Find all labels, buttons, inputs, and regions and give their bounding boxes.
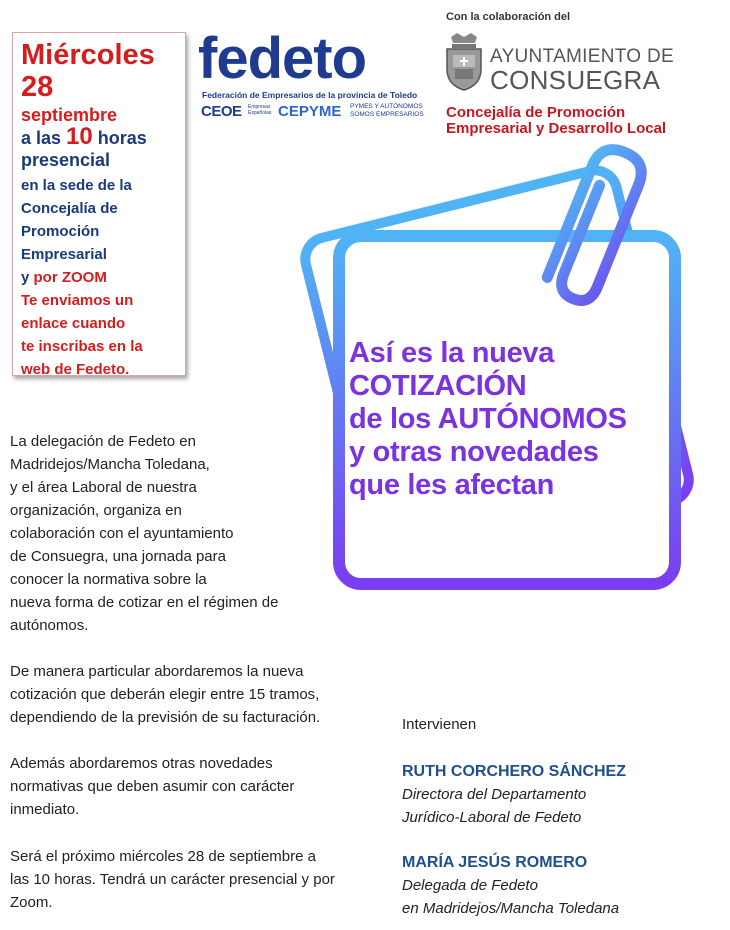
speaker-name: RUTH CORCHERO SÁNCHEZ — [402, 763, 626, 780]
venue-line: Promoción — [21, 223, 100, 240]
fedeto-logo: fedeto — [198, 26, 366, 91]
headline — [349, 337, 627, 502]
body-line: De manera particular abordaremos la nueva — [10, 663, 304, 680]
zoom-line — [21, 269, 107, 286]
date-time — [21, 123, 147, 151]
cepyme-logo: CEPYME — [278, 103, 342, 120]
date-day: Miércoles — [21, 39, 155, 71]
body-line: las 10 horas. Tendrá un carácter presencial y por — [10, 871, 335, 888]
speaker-role: Delegada de Fedeto — [402, 877, 538, 894]
body-line: La delegación de Fedeto en — [10, 433, 196, 450]
headline-line: que les afectan — [349, 469, 555, 501]
body-line: conocer la normativa sobre la — [10, 571, 207, 588]
headline-line: y otras novedades — [349, 436, 599, 468]
coat-of-arms-icon — [443, 33, 485, 91]
body-line: colaboración con el ayuntamiento — [10, 525, 234, 542]
link-line: Te enviamos un — [21, 292, 134, 309]
venue-line: en la sede de la — [21, 177, 132, 194]
ceoe-logo: CEOE — [201, 103, 242, 120]
body-line: Zoom. — [10, 894, 53, 911]
body-line: Será el próximo miércoles 28 de septiembre a — [10, 848, 316, 865]
time-number: 10 — [66, 123, 93, 150]
venue-line: Empresarial — [21, 246, 107, 263]
body-line: autónomos. — [10, 617, 89, 634]
zoom-label: por ZOOM — [33, 269, 107, 286]
body-line: Además abordaremos otras novedades — [10, 755, 273, 772]
body-line: cotización que deberán elegir entre 15 tramos, — [10, 686, 320, 703]
fedeto-subtitle: Federación de Empresarios de la provincia de Toledo — [202, 90, 418, 100]
ceoe-small-text: Empresas Españolas — [248, 104, 272, 116]
headline-line: Así es la nueva — [349, 337, 555, 369]
speakers-label: Intervienen — [402, 716, 477, 733]
body-line: y el área Laboral de nuestra — [10, 479, 197, 496]
pymes-text — [350, 103, 424, 119]
body-line: de Consuegra, una jornada para — [10, 548, 226, 565]
venue-line: Concejalía de — [21, 200, 118, 217]
time-prefix: a las — [21, 128, 67, 148]
speaker-role: Directora del Departamento — [402, 786, 587, 803]
body-line: normativas que deben asumir con carácter — [10, 778, 295, 795]
time-suffix: horas — [92, 128, 147, 148]
link-line: web de Fedeto. — [21, 361, 130, 378]
headline-line: COTIZACIÓN — [349, 370, 527, 402]
concejalia-line1: Concejalía de Promoción — [446, 104, 626, 121]
collaboration-label: Con la colaboración del — [446, 11, 571, 23]
link-line: enlace cuando — [21, 315, 126, 332]
pymes-line: SOMOS EMPRESARIOS — [350, 111, 424, 118]
zoom-and: y — [21, 269, 34, 286]
body-line: dependiendo de la previsión de su facturación. — [10, 709, 321, 726]
ayuntamiento-line2: CONSUEGRA — [490, 65, 661, 95]
link-line: te inscribas en la — [21, 338, 143, 355]
body-line: organización, organiza en — [10, 502, 182, 519]
headline-line: de los AUTÓNOMOS — [349, 403, 627, 435]
body-line: inmediato. — [10, 801, 80, 818]
ayuntamiento-line1: AYUNTAMIENTO DE — [490, 46, 674, 67]
speaker-name: MARÍA JESÚS ROMERO — [402, 854, 588, 871]
body-line: Madridejos/Mancha Toledana, — [10, 456, 210, 473]
pymes-line: PYMES Y AUTÓNOMOS — [350, 103, 423, 110]
date-month: septiembre — [21, 105, 118, 125]
speaker-role: en Madridejos/Mancha Toledana — [402, 900, 620, 917]
date-info-box — [12, 32, 186, 376]
date-presencial: presencial — [21, 150, 111, 170]
date-number: 28 — [21, 71, 54, 103]
body-line: nueva forma de cotizar en el régimen de — [10, 594, 279, 611]
speaker-role: Jurídico-Laboral de Fedeto — [402, 809, 582, 826]
concejalia-line2: Empresarial y Desarrollo Local — [446, 120, 667, 137]
